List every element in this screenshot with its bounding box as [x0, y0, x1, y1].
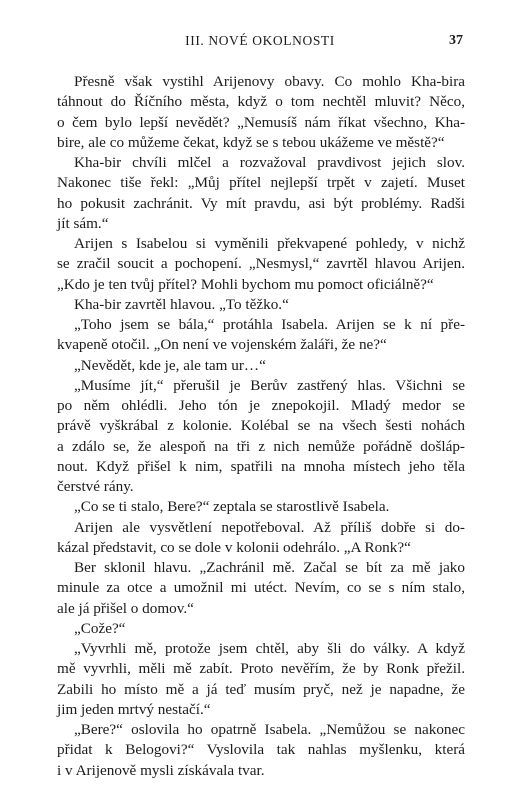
text-line: jim jeden mrtvý nestačí.“ [57, 700, 211, 718]
text-line: Arijen s Isabelou si vyměnili překvapené pohledy, v nichž [74, 235, 465, 252]
paragraph [57, 497, 465, 517]
chapter-title: III. NOVÉ OKOLNOSTI [185, 33, 335, 48]
paragraph [57, 234, 465, 295]
paragraph [57, 153, 465, 234]
paragraph [57, 639, 465, 720]
text-line: o čem bylo lepší nevědět? „Nemusíš nám říkat všechno, Kha- [57, 113, 465, 131]
running-head [0, 33, 520, 51]
paragraph [57, 518, 465, 559]
text-line: přidat k Belogovi?“ Vyslovila tak nahlas myšlenku, která [57, 741, 465, 759]
paragraph [57, 72, 465, 153]
text-line: „Vyvrhli mě, protože jsem chtěl, aby šli do války. A když [74, 640, 465, 657]
text-line: po něm ohlédli. Jeho tón je znepokojil. Mladý medor se [57, 397, 465, 414]
text-line: ho pokusit zachránit. Vy mít pravdu, asi být problémy. Radši [57, 194, 465, 212]
text-line: ale já přišel o domov.“ [57, 599, 194, 617]
text-line: Arijen ale vysvětlení nepotřeboval. Až příliš dobře si do- [74, 518, 465, 536]
text-line: Nakonec tiše řekl: „Můj přítel nejlepší trpět v zajetí. Muset [57, 174, 465, 192]
text-line: jít sám.“ [57, 214, 109, 232]
paragraph [57, 619, 465, 639]
text-line: Kha-bir zavrtěl hlavou. „To těžko.“ [74, 295, 289, 313]
paragraph [57, 315, 465, 356]
paragraph [57, 356, 465, 376]
text-line: se zračil soucit a pochopení. „Nesmysl,“ zavrtěl hlavou Arijen. [57, 255, 465, 273]
text-line: „Musíme jít,“ přerušil je Berův zastřený hlas. Všichni se [74, 376, 465, 394]
text-line: čerstvé rány. [57, 478, 134, 495]
text-line: „Nevědět, kde je, ale tam ur…“ [74, 356, 266, 374]
paragraph [57, 376, 465, 498]
body-text [57, 72, 465, 781]
text-line: mě vyvrhli, měli mě zabít. Proto nevěřím, že by Ronk přežil. [57, 660, 465, 678]
text-line: „Co se ti stalo, Bere?“ zeptala se starostlivě Isabela. [74, 498, 390, 516]
text-line: „Cože?“ [74, 619, 126, 637]
text-line: právě vyškrábal z kolonie. Kolébal se na všech šesti nohách [57, 417, 465, 435]
text-line: nout. Když přišel k nim, spatřili na mnoha místech jeho těla [57, 457, 465, 475]
text-line: i v Arijenově mysli získávala tvar. [57, 761, 265, 779]
text-line: Ber sklonil hlavu. „Zachránil mě. Začal se bít za mě jako [74, 559, 465, 576]
text-line: bire, ale co můžeme čekat, když se s tebou ukážeme ve městě?“ [57, 133, 445, 151]
text-line: táhnout do Říčního města, když o tom nechtěl mluvit? Něco, [57, 93, 465, 111]
text-line: kvapeně otočil. „On není ve vojenském žaláři, že ne?“ [57, 336, 387, 354]
text-line: Kha-bir chvíli mlčel a rozvažoval pravdivost jejich slov. [74, 154, 465, 171]
text-line: „Kdo je ten tvůj přítel? Mohli bychom mu pomoct oficiálně?“ [57, 275, 434, 293]
text-line: a zdálo se, že alespoň na tři z nich nemůže pořádně došláp- [57, 437, 465, 455]
text-line: „Bere?“ oslovila ho opatrně Isabela. „Nemůžou se nakonec [74, 721, 465, 738]
text-line: minule za otce a umožnil mi utéct. Nevím, co se s ním stalo, [57, 579, 465, 597]
text-line: Přesně však vystihl Arijenovy obavy. Co mohlo Kha-bira [74, 73, 465, 90]
text-line: „Toho jsem se bála,“ protáhla Isabela. Arijen se k ní pře- [74, 316, 465, 333]
text-line: kázal představit, co se dole v kolonii odehrálo. „A Ronk?“ [57, 538, 411, 556]
page-number: 37 [449, 33, 463, 48]
paragraph [57, 558, 465, 619]
text-line: Zabili ho místo mě a já teď musím pryč, než je napadne, že [57, 680, 465, 698]
paragraph [57, 720, 465, 781]
paragraph [57, 295, 465, 315]
